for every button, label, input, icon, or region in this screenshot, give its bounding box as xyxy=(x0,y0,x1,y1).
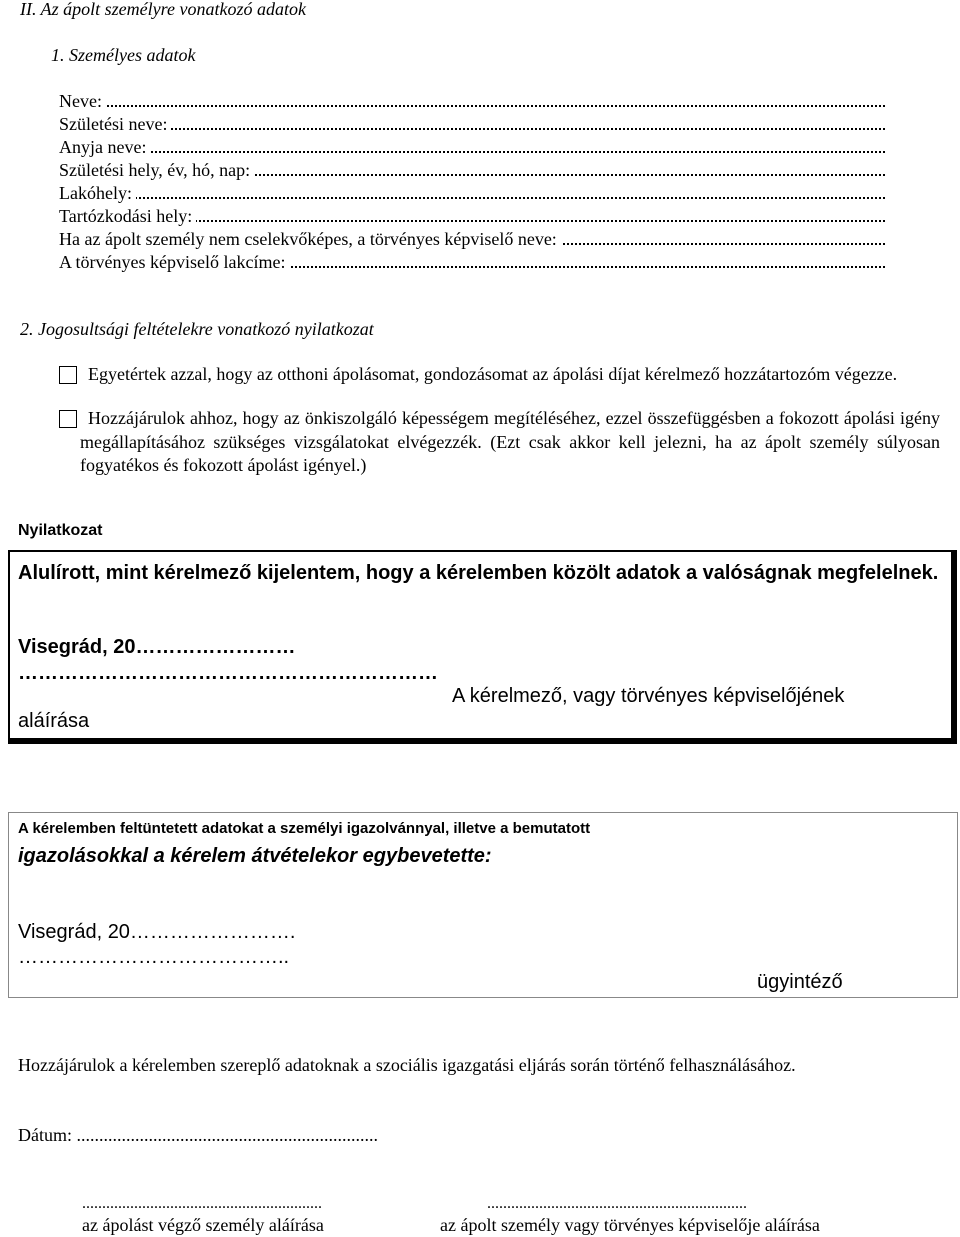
declaration-place-date[interactable]: Visegrád, 20…………………… xyxy=(18,636,296,658)
consent2-label: Hozzájárulok ahhoz, hogy az önkiszolgáló képességem megítéléséhez, ezzel összefüggésben a fokozott ápolási igény megállapításához szükséges vizsgálatokat elvégezzék. (Ezt csak akkor kell jelezni, ha az ápolt személy súlyosan fogyatékos és fokozott ápolást igényel.) xyxy=(80,408,940,475)
declaration-signature-caption-end: aláírása xyxy=(18,710,90,732)
field-legal-representative[interactable] xyxy=(59,228,885,250)
field-label: Neve: xyxy=(59,91,106,111)
receipt-place-date[interactable]: Visegrád, 20……………………. xyxy=(18,921,296,943)
declaration-signature-line[interactable]: ……………………………………………………… xyxy=(18,662,438,684)
field-residence[interactable] xyxy=(59,182,885,204)
field-label: Tartózkodási hely: xyxy=(59,206,196,226)
consent1-checkbox[interactable] xyxy=(59,366,77,384)
left-signature-line[interactable]: ............................................................ xyxy=(82,1195,322,1212)
left-signature-caption: az ápolást végző személy aláírása xyxy=(82,1215,324,1235)
section-title: II. Az ápolt személyre vonatkozó adatok xyxy=(20,0,306,19)
data-consent-text: Hozzájárulok a kérelemben szereplő adatoknak a szociális igazgatási eljárás során történő felhasználásához. xyxy=(18,1055,796,1075)
consent2-checkbox[interactable] xyxy=(59,410,77,428)
field-label: Lakóhely: xyxy=(59,183,136,203)
field-mother-name[interactable] xyxy=(59,136,885,158)
receipt-signature-line[interactable]: ………………………………….. xyxy=(18,946,290,968)
receipt-line2: igazolásokkal a kérelem átvételekor egybevetette: xyxy=(18,845,492,867)
dotted-fill-line xyxy=(59,151,885,153)
field-representative-address[interactable] xyxy=(59,251,885,273)
field-label: Születési neve: xyxy=(59,114,171,134)
consent1-label: Egyetértek azzal, hogy az otthoni ápolásomat, gondozásomat az ápolási díjat kérelmező hozzátartozóm végezze. xyxy=(88,364,898,384)
right-signature-caption: az ápolt személy vagy törvényes képviselője aláírása xyxy=(440,1215,820,1235)
field-label: Születési hely, év, hó, nap: xyxy=(59,160,254,180)
field-label: Anyja neve: xyxy=(59,137,150,157)
dotted-fill-line xyxy=(59,105,885,107)
consent1-text xyxy=(80,363,940,387)
declaration-statement: Alulírott, mint kérelmező kijelentem, hogy a kérelemben közölt adatok a valóságnak megfelelnek. xyxy=(18,562,939,584)
personal-data-heading: 1. Személyes adatok xyxy=(51,45,196,65)
right-signature-line[interactable]: ................................................................. xyxy=(487,1195,747,1212)
field-name[interactable] xyxy=(59,90,885,112)
field-temporary-residence[interactable] xyxy=(59,205,885,227)
declaration-heading: Nyilatkozat xyxy=(18,522,103,539)
eligibility-heading: 2. Jogosultsági feltételekre vonatkozó nyilatkozat xyxy=(20,319,374,339)
declaration-signature-caption: A kérelmező, vagy törvényes képviselőjének xyxy=(452,685,845,707)
receipt-signature-caption: ügyintéző xyxy=(757,971,843,993)
consent2-text xyxy=(80,407,940,478)
field-birth-name[interactable] xyxy=(59,113,885,135)
receipt-line1: A kérelemben feltüntetett adatokat a személyi igazolvánnyal, illetve a bemutatott xyxy=(18,820,591,837)
field-label: A törvényes képviselő lakcíme: xyxy=(59,252,289,272)
date-field[interactable]: Dátum: ................................................................... xyxy=(18,1125,378,1145)
field-label: Ha az ápolt személy nem cselekvőképes, a törvényes képviselő neve: xyxy=(59,229,561,249)
field-birth-place-date[interactable] xyxy=(59,159,885,181)
dotted-fill-line xyxy=(59,128,885,130)
dotted-fill-line xyxy=(59,197,885,199)
